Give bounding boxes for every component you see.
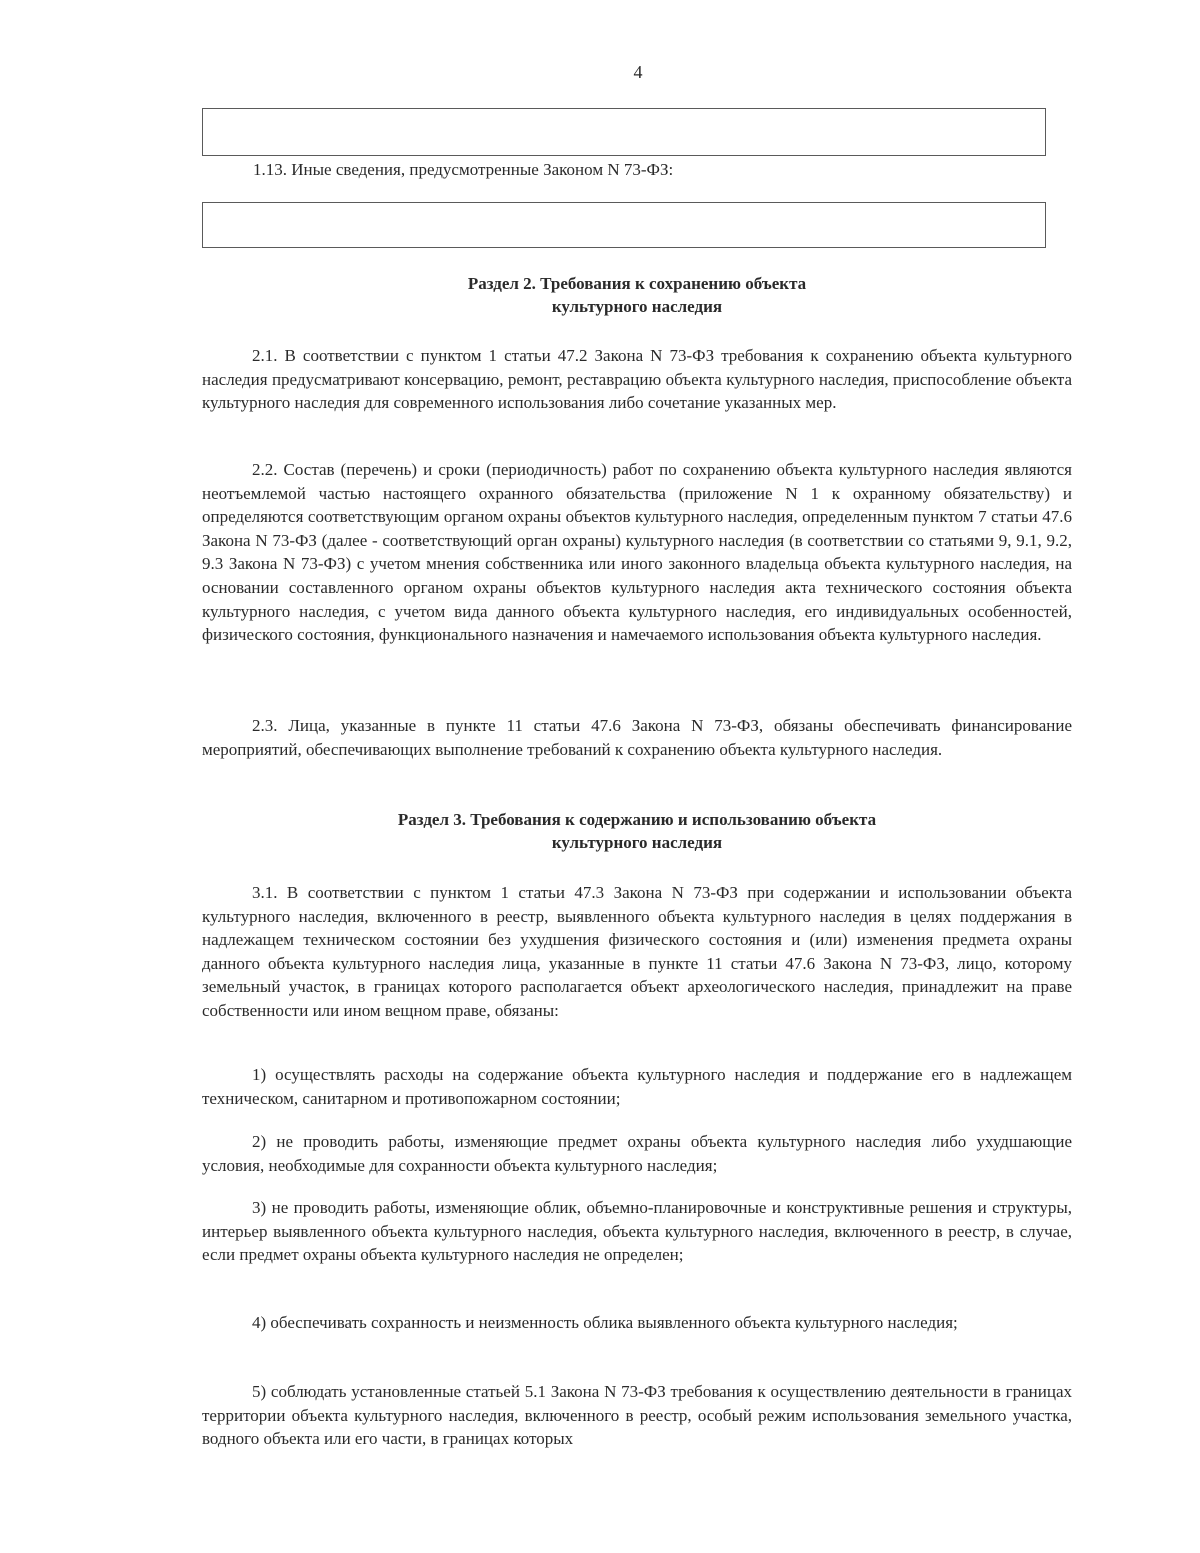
paragraph-2-2 <box>202 458 1072 647</box>
paragraph-2-3 <box>202 714 1072 761</box>
paragraph-3-1 <box>202 881 1072 1023</box>
paragraph-2-2-text: 2.2. Состав (перечень) и сроки (периодичность) работ по сохранению объекта культурного наследия являются неотъемлемой частью настоящего охранного обязательства (приложение N 1 к охранному обязательству) и определяются соответствующим органом охраны объектов культурного наследия, определенным пунктом 7 статьи 47.6 Закона N 73-ФЗ (далее - соответствующий орган охраны) культурного наследия (в соответствии со статьями 9, 9.1, 9.2, 9.3 Закона N 73-ФЗ) с учетом мнения собственника или иного законного владельца объекта культурного наследия, на основании составленного органом охраны объектов культурного наследия акта технического состояния объекта культурного наследия, с учетом вида данного объекта культурного наследия, его индивидуальных особенностей, физического состояния, функционального назначения и намечаемого использования объекта культурного наследия. <box>202 460 1072 645</box>
list-item <box>202 1130 1072 1177</box>
section-2-heading-line1: Раздел 2. Требования к сохранению объекта <box>467 274 807 293</box>
empty-field-box <box>202 202 1046 248</box>
section-3-heading <box>202 808 1072 854</box>
empty-field-box <box>202 108 1046 156</box>
list-item-text: 2) не проводить работы, изменяющие предмет охраны объекта культурного наследия либо ухудшающие условия, необходимые для сохранности объекта культурного наследия; <box>202 1132 1072 1175</box>
paragraph-2-1 <box>202 344 1072 415</box>
paragraph-3-1-text: 3.1. В соответствии с пунктом 1 статьи 47.3 Закона N 73-ФЗ при содержании и использовании объекта культурного наследия, включенного в реестр, выявленного объекта культурного наследия в целях поддержания в надлежащем техническом состоянии без ухудшения физического состояния и (или) изменения предмета охраны данного объекта культурного наследия лица, указанные в пункте 11 статьи 47.6 Закона N 73-ФЗ, лицо, которому земельный участок, в границах которого располагается объект археологического наследия, принадлежит на праве собственности или ином вещном праве, обязаны: <box>202 883 1072 1020</box>
paragraph-2-1-text: 2.1. В соответствии с пунктом 1 статьи 47.2 Закона N 73-ФЗ требования к сохранению объекта культурного наследия предусматривают консервацию, ремонт, реставрацию объекта культурного наследия, приспособление объекта культурного наследия для современного использования либо сочетание указанных мер. <box>202 346 1072 413</box>
list-item <box>202 1063 1072 1110</box>
list-item <box>202 1311 1072 1335</box>
section-3-heading-line2: культурного наследия <box>551 833 723 852</box>
list-item-text: 4) обеспечивать сохранность и неизменность облика выявленного объекта культурного наследия; <box>252 1313 958 1332</box>
section-2-heading-line2: культурного наследия <box>551 297 723 316</box>
list-item <box>202 1380 1072 1451</box>
list-item-text: 5) соблюдать установленные статьей 5.1 Закона N 73-ФЗ требования к осуществлению деятельности в границах территории объекта культурного наследия, включенного в реестр, особый режим использования земельного участка, водного объекта или его части, в границах которых <box>202 1382 1072 1449</box>
item-1-13-text: 1.13. Иные сведения, предусмотренные Законом N 73-ФЗ: <box>253 160 674 179</box>
section-3-heading-line1: Раздел 3. Требования к содержанию и использованию объекта <box>397 810 877 829</box>
page-number: 4 <box>633 62 643 82</box>
list-item-text: 1) осуществлять расходы на содержание объекта культурного наследия и поддержание его в надлежащем техническом, санитарном и противопожарном состоянии; <box>202 1065 1072 1108</box>
paragraph-2-3-text: 2.3. Лица, указанные в пункте 11 статьи 47.6 Закона N 73-ФЗ, обязаны обеспечивать финансирование мероприятий, обеспечивающих выполнение требований к сохранению объекта культурного наследия. <box>202 716 1072 759</box>
list-item-text: 3) не проводить работы, изменяющие облик, объемно-планировочные и конструктивные решения и структуры, интерьер выявленного объекта культурного наследия, объекта культурного наследия, включенного в реестр, в случае, если предмет охраны объекта культурного наследия не определен; <box>202 1198 1072 1265</box>
section-2-heading <box>202 272 1072 318</box>
list-item <box>202 1196 1072 1267</box>
